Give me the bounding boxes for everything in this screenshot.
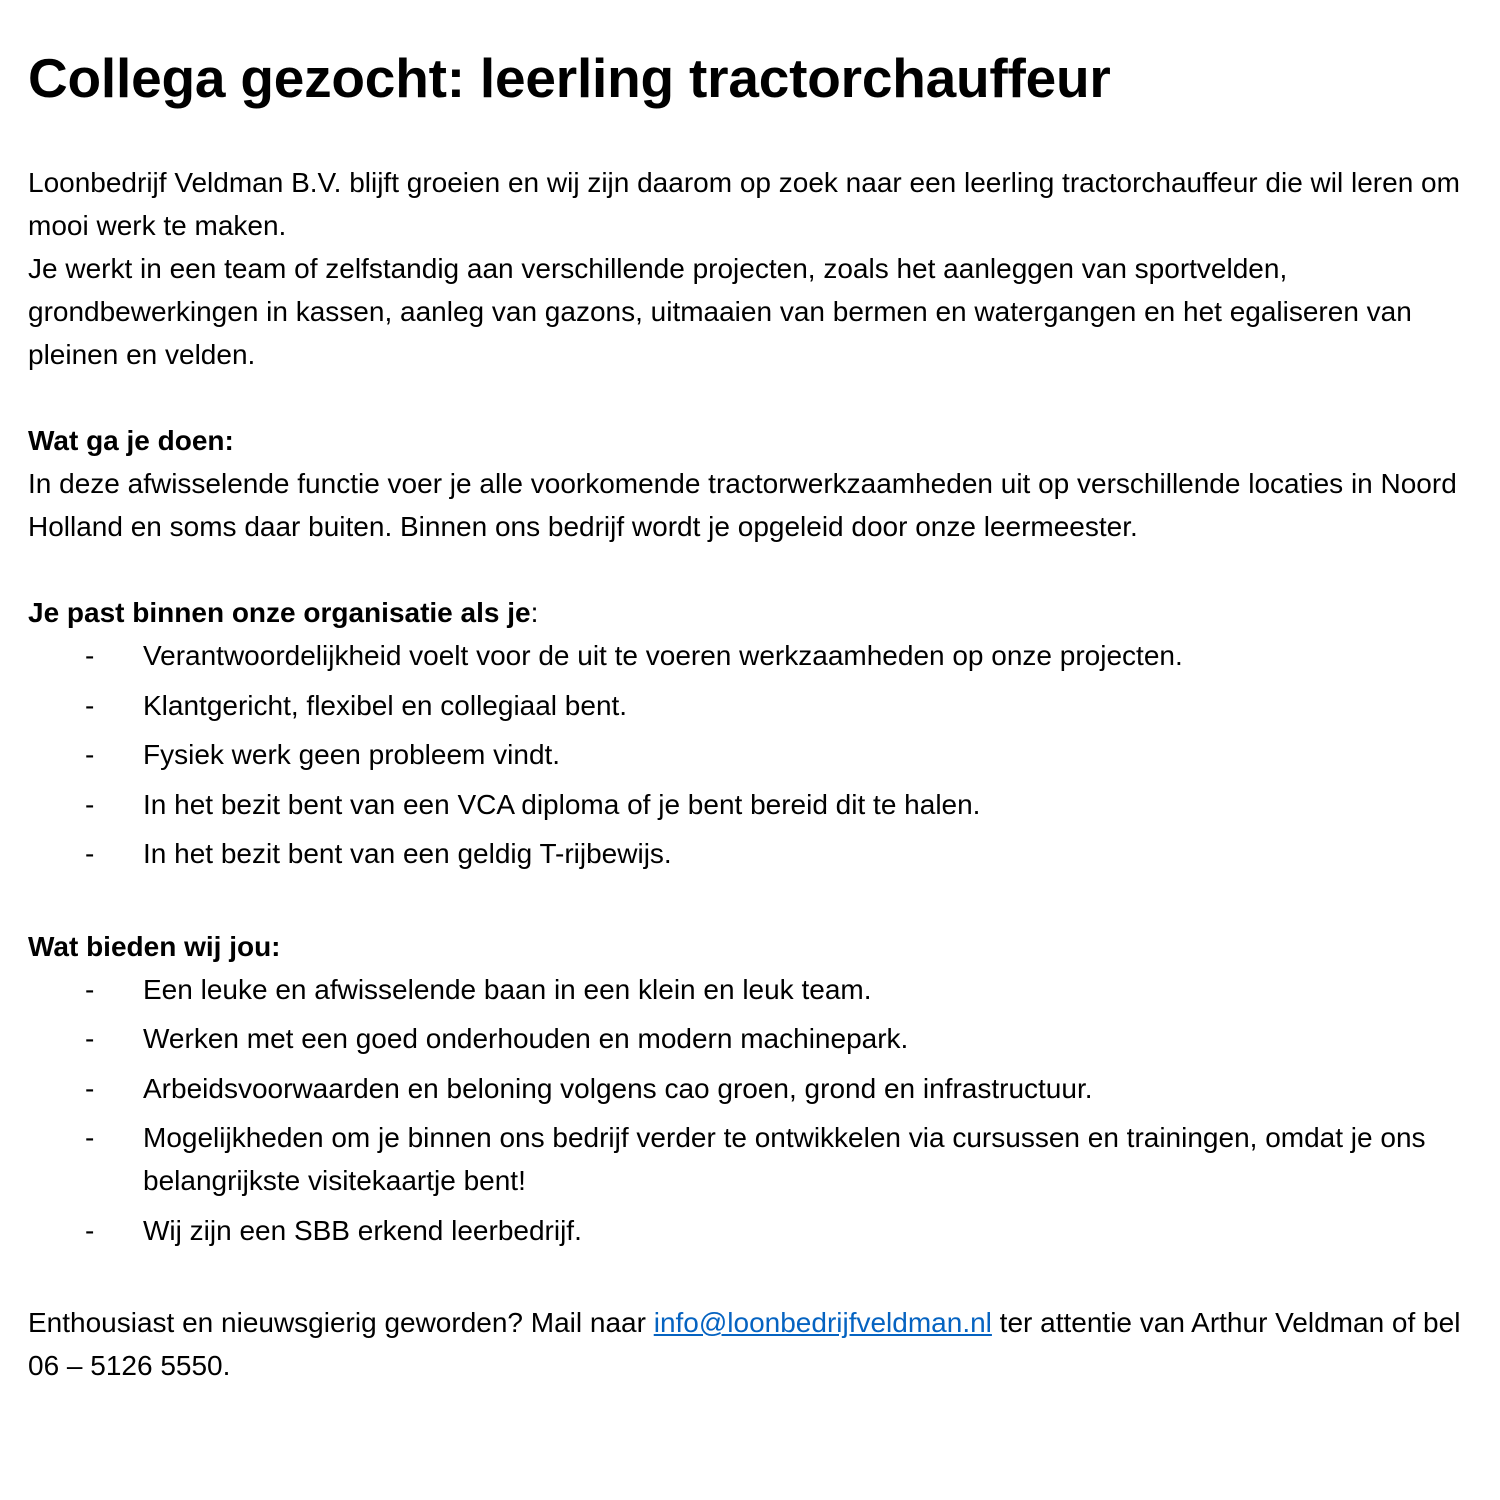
dash-bullet: - [85,1023,95,1054]
email-link[interactable]: info@loonbedrijfveldman.nl [653,1307,992,1338]
dash-bullet: - [85,838,95,869]
section-text-doen: In deze afwisselende functie voer je alle voorkomende tractorwerkzaamheden uit op verschillende locaties in Noord Holland en soms daar buiten. Binnen ons bedrijf wordt je opgeleid door onze leermeester. [28,468,1457,542]
dash-bullet: - [85,739,95,770]
list-item [28,968,1478,1011]
contact-text-before: Enthousiast en nieuwsgierig geworden? Mail naar [28,1307,654,1338]
intro-paragraph-2: Je werkt in een team of zelfstandig aan verschillende projecten, zoals het aanleggen van sportvelden, grondbewerkingen in kassen, aanleg van gazons, uitmaaien van bermen en watergangen en het egaliseren van pleinen en velden. [28,253,1412,370]
bieden-list [28,968,1478,1252]
list-item-text: In het bezit bent van een geldig T-rijbewijs. [143,838,672,869]
list-item [28,1017,1478,1060]
dash-bullet: - [85,1072,95,1104]
job-posting [28,40,1478,1387]
section-heading-past [28,591,1478,634]
list-item [28,733,1478,776]
dash-bullet: - [85,788,95,820]
dash-bullet: - [85,1122,95,1153]
list-item [28,783,1478,826]
list-item-text: Arbeidsvoorwaarden en beloning volgens cao groen, grond en infrastructuur. [143,1072,1093,1104]
contact-paragraph [28,1301,1478,1387]
page-title: Collega gezocht: leerling tractorchauffeur [28,47,1111,109]
list-item [28,1116,1478,1202]
past-list [28,634,1478,875]
section-heading-bieden: Wat bieden wij jou: [28,930,281,962]
list-item-text: In het bezit bent van een VCA diploma of je bent bereid dit te halen. [143,788,981,820]
section-heading-doen: Wat ga je doen: [28,425,234,456]
list-item [28,1067,1478,1110]
list-item-text: Een leuke en afwisselende baan in een klein en leuk team. [143,973,872,1005]
section-heading-past-label: Je past binnen onze organisatie als je [28,597,531,628]
dash-bullet: - [85,689,95,721]
list-item-text: Verantwoordelijkheid voelt voor de uit te voeren werkzaamheden op onze projecten. [143,640,1183,671]
section-heading-past-colon: : [530,597,539,628]
list-item-text: Werken met een goed onderhouden en modern machinepark. [143,1023,909,1054]
dash-bullet: - [85,640,95,671]
list-item [28,1209,1478,1252]
intro-paragraph-1: Loonbedrijf Veldman B.V. blijft groeien en wij zijn daarom op zoek naar een leerling tractorchauffeur die wil leren om mooi werk te maken. [28,167,1460,241]
list-item-text: Mogelijkheden om je binnen ons bedrijf verder te ontwikkelen via cursussen en trainingen, omdat je ons belangrijkste visitekaartje bent! [143,1122,1426,1196]
dash-bullet: - [85,973,95,1005]
list-item [28,832,1478,875]
list-item-text: Fysiek werk geen probleem vindt. [143,739,561,770]
list-item [28,684,1478,727]
contact-text-after: ter attentie van Arthur Veldman of bel 06 – 5126 5550. [28,1307,1461,1381]
dash-bullet: - [85,1214,95,1246]
list-item-text: Klantgericht, flexibel en collegiaal bent. [143,689,628,721]
list-item [28,634,1478,677]
list-item-text: Wij zijn een SBB erkend leerbedrijf. [143,1214,582,1246]
